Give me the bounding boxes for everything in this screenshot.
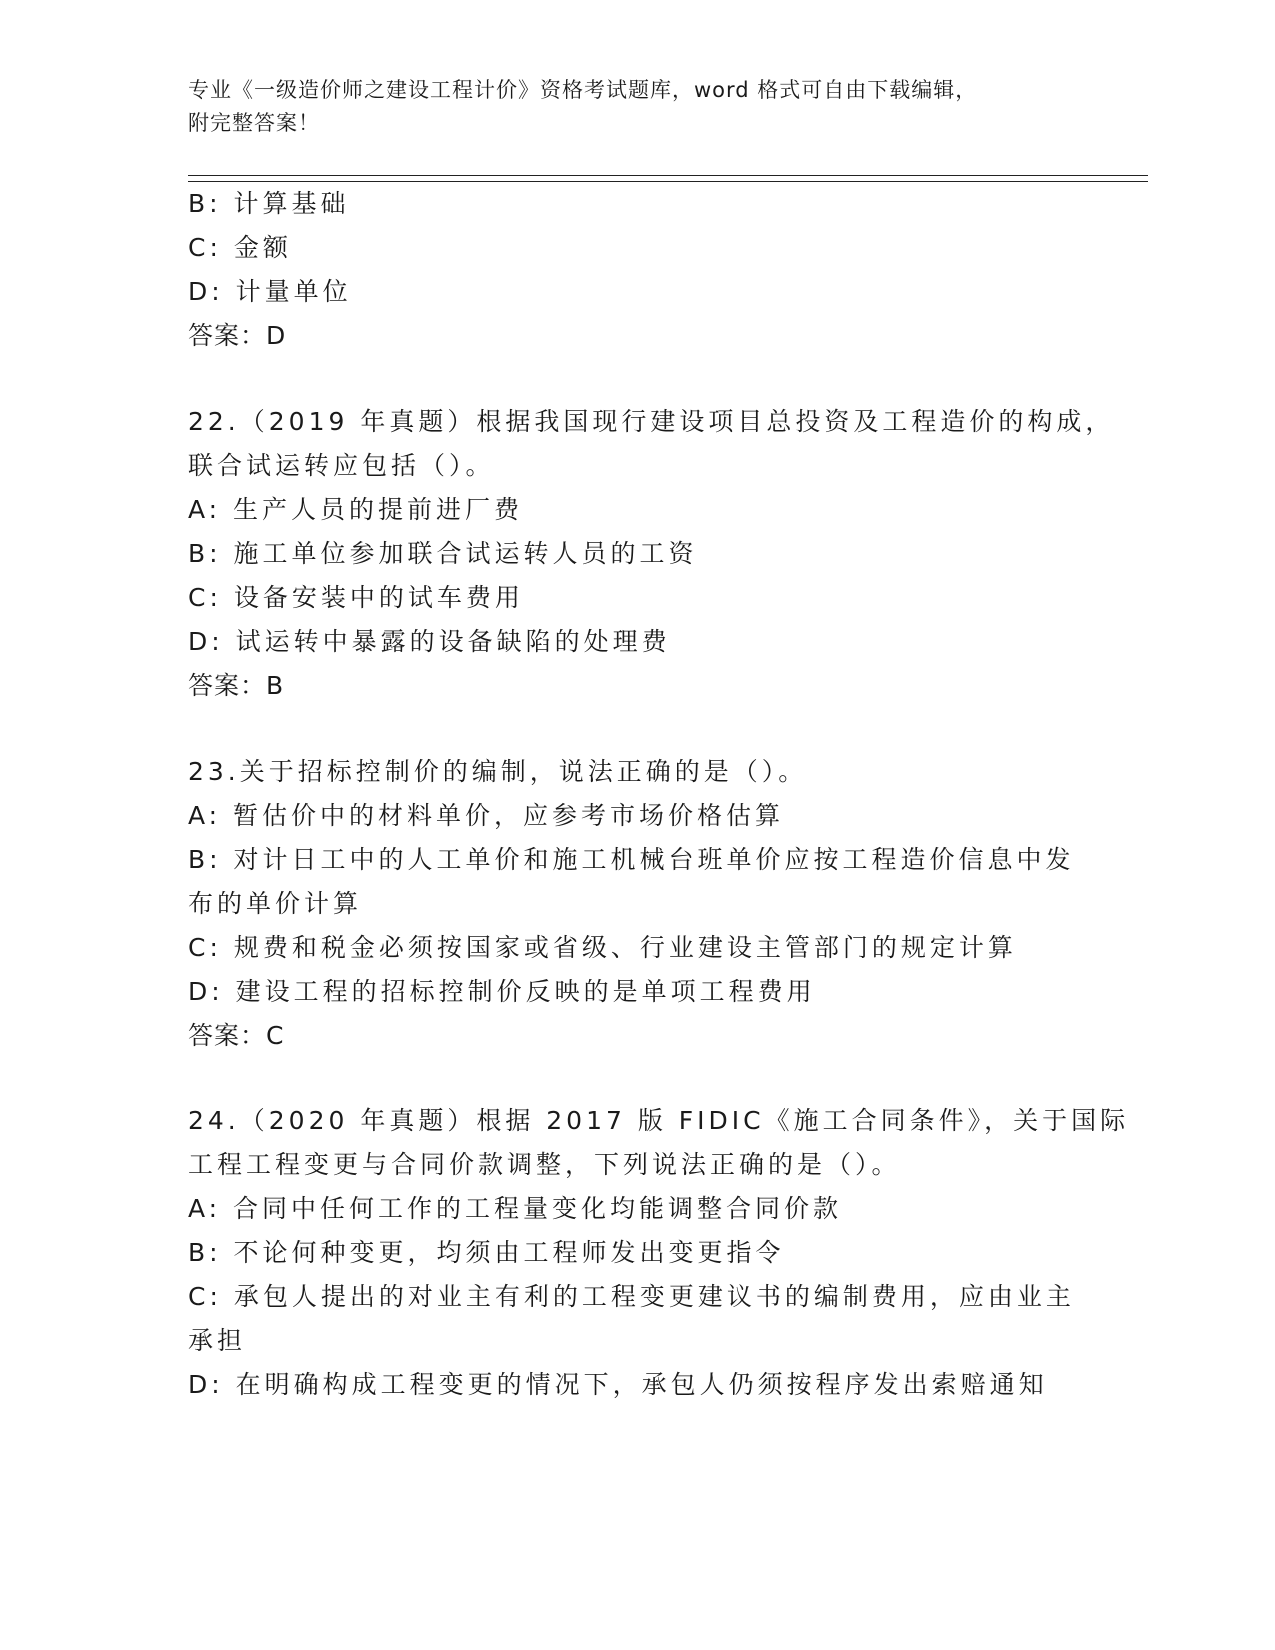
header-divider-bottom [188, 181, 1148, 182]
q22-option-d: D: 试运转中暴露的设备缺陷的处理费 [188, 627, 671, 656]
header-line-1: 专业《一级造价师之建设工程计价》资格考试题库，word 格式可自由下载编辑， [188, 78, 978, 102]
header-divider-top [188, 175, 1148, 176]
q22-option-c: C: 设备安装中的试车费用 [188, 583, 524, 612]
q23-option-b-line-2: 布的单价计算 [188, 889, 363, 918]
q24-option-c-line-1: C: 承包人提出的对业主有利的工程变更建议书的编制费用，应由业主 [188, 1282, 1075, 1311]
q23-stem: 23.关于招标控制价的编制，说法正确的是（）。 [188, 757, 808, 786]
q23-option-d: D: 建设工程的招标控制价反映的是单项工程费用 [188, 977, 816, 1006]
q21-option-d: D: 计量单位 [188, 277, 352, 306]
q21-option-c: C: 金额 [188, 233, 292, 262]
q22-stem-line-2: 联合试运转应包括（）。 [188, 451, 495, 480]
header-line-2: 附完整答案！ [188, 111, 320, 135]
q24-option-d: D: 在明确构成工程变更的情况下，承包人仍须按程序发出索赔通知 [188, 1370, 1048, 1399]
document-header [188, 74, 1088, 140]
q24-option-a: A: 合同中任何工作的工程量变化均能调整合同价款 [188, 1194, 843, 1223]
q21-answer: 答案：D [188, 321, 287, 350]
q24-option-c-line-2: 承担 [188, 1326, 247, 1355]
q24-option-b: B: 不论何种变更，均须由工程师发出变更指令 [188, 1238, 785, 1267]
q21-option-b: B: 计算基础 [188, 189, 350, 218]
q23-option-c: C: 规费和税金必须按国家或省级、行业建设主管部门的规定计算 [188, 933, 1017, 962]
q22-option-a: A: 生产人员的提前进厂费 [188, 495, 524, 524]
q22-answer: 答案：B [188, 671, 285, 700]
q22-option-b: B: 施工单位参加联合试运转人员的工资 [188, 539, 698, 568]
q24-stem-line-1: 24.（2020 年真题）根据 2017 版 FIDIC《施工合同条件》，关于国际 [188, 1106, 1130, 1135]
q22-stem-line-1: 22.（2019 年真题）根据我国现行建设项目总投资及工程造价的构成， [188, 407, 1115, 436]
q23-answer: 答案：C [188, 1021, 285, 1050]
q24-stem-line-2: 工程工程变更与合同价款调整，下列说法正确的是（）。 [188, 1150, 901, 1179]
q23-option-b-line-1: B: 对计日工中的人工单价和施工机械台班单价应按工程造价信息中发 [188, 845, 1075, 874]
q23-option-a: A: 暂估价中的材料单价，应参考市场价格估算 [188, 801, 785, 830]
